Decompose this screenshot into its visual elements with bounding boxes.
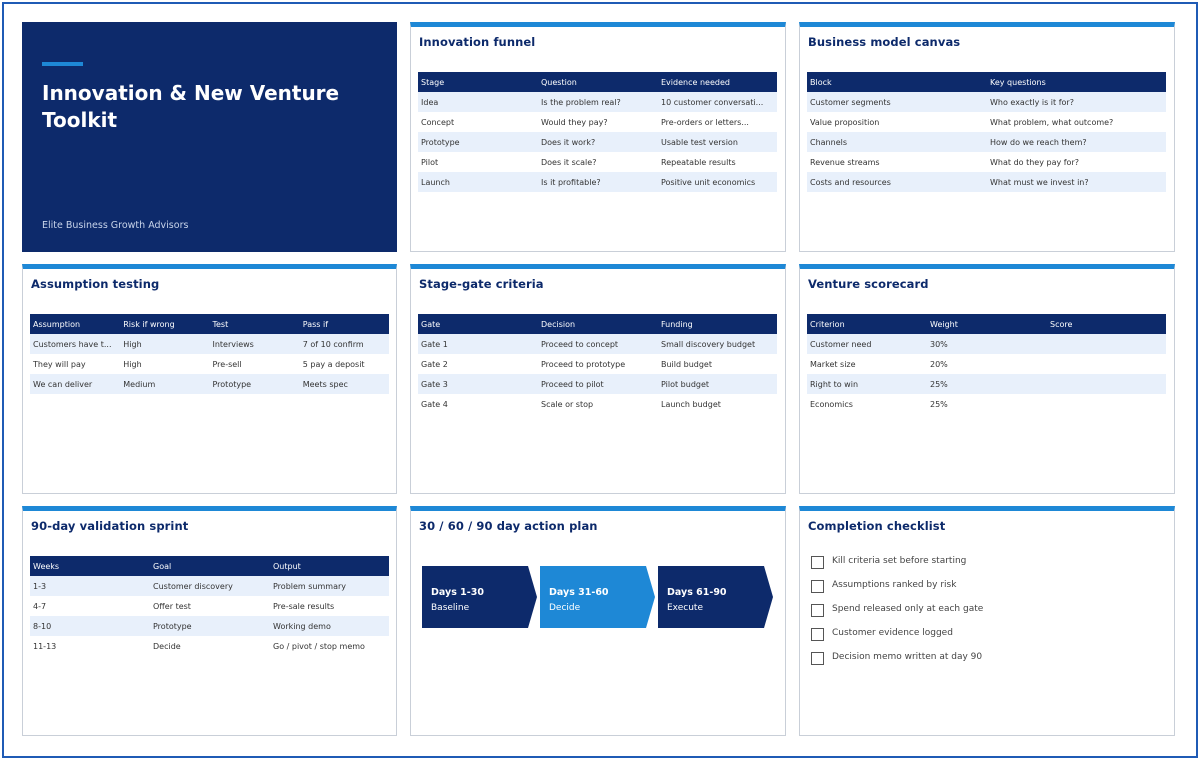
table-cell: Meets spec	[300, 374, 389, 394]
column-header: Weeks	[30, 556, 150, 576]
table-cell: Proceed to concept	[538, 334, 658, 354]
table-row	[807, 374, 1166, 394]
column-header: Risk if wrong	[120, 314, 209, 334]
table-cell: Economics	[810, 399, 853, 409]
column-header: Score	[1047, 314, 1166, 334]
table-cell: Proceed to prototype	[541, 359, 626, 369]
checklist-card	[799, 506, 1175, 736]
card-title: Venture scorecard	[808, 277, 929, 291]
scorecard-table	[807, 314, 1166, 414]
canvas-table	[807, 72, 1166, 192]
column-header: Decision	[538, 314, 658, 334]
table-cell: Pilot budget	[658, 374, 777, 394]
table-cell: Right to win	[807, 374, 927, 394]
table-cell: Problem summary	[270, 576, 389, 596]
table-cell: Scale or stop	[541, 399, 594, 409]
column-header: Pass if	[300, 314, 389, 334]
hero-title: Innovation & New Venture Toolkit	[42, 81, 340, 132]
table-cell: Customer need	[807, 334, 927, 354]
table-row	[30, 596, 389, 616]
table-cell: Customer segments	[807, 92, 987, 112]
table-cell: Pre-orders or letters...	[661, 117, 749, 127]
table-cell: 11-13	[33, 641, 57, 651]
plan-step	[540, 566, 655, 628]
toolkit-grid	[22, 22, 1175, 736]
table-row	[30, 374, 389, 394]
table-cell: Small discovery budget	[658, 334, 777, 354]
plan-step-label: Days 1-30	[431, 587, 484, 598]
assumptions-card	[22, 264, 397, 494]
table-row	[418, 334, 777, 354]
table-cell: Customer discovery	[150, 576, 270, 596]
plan-step-sub: Decide	[549, 603, 581, 613]
plan-step	[658, 566, 773, 628]
table-header-row	[30, 556, 389, 576]
table-cell: Launch budget	[661, 399, 721, 409]
table-row	[418, 374, 777, 394]
column-header: Question	[538, 72, 658, 92]
table-cell: 5 pay a deposit	[302, 359, 365, 369]
table-cell: Gate 2	[421, 359, 448, 369]
plan-step-sub: Baseline	[431, 603, 470, 613]
table-header-row	[807, 314, 1166, 334]
table-cell: Medium	[120, 374, 209, 394]
table-cell: Idea	[418, 92, 538, 112]
table-cell: Pre-sell	[212, 359, 242, 369]
table-cell: What do they pay for?	[990, 157, 1079, 167]
column-header: Criterion	[807, 314, 927, 334]
checklist-item-label: Spend released only at each gate	[832, 604, 984, 614]
table-cell: Gate 4	[421, 399, 448, 409]
table-row	[807, 334, 1166, 354]
assumptions-table	[30, 314, 389, 394]
plan-step	[422, 566, 537, 628]
table-row	[418, 92, 777, 112]
column-header: Key questions	[987, 72, 1166, 92]
card-title: 90-day validation sprint	[31, 519, 189, 533]
funnel-table	[418, 72, 777, 192]
table-row	[418, 172, 777, 192]
table-row	[418, 152, 777, 172]
column-header: Block	[807, 72, 987, 92]
table-cell: Launch	[418, 172, 538, 192]
table-cell: Go / pivot / stop memo	[273, 641, 365, 651]
table-cell	[1047, 374, 1166, 394]
table-cell: High	[120, 334, 209, 354]
checklist-item-label: Assumptions ranked by risk	[832, 580, 957, 590]
table-row	[418, 354, 777, 374]
table-cell: 10 customer conversati...	[658, 92, 777, 112]
table-row	[807, 92, 1166, 112]
table-cell: Repeatable results	[661, 157, 736, 167]
table-cell: Is it profitable?	[538, 172, 658, 192]
table-cell: Prototype	[418, 132, 538, 152]
sprint-table	[30, 556, 389, 656]
checkbox[interactable]	[811, 628, 824, 641]
table-cell: Working demo	[270, 616, 389, 636]
hero-accent-bar	[42, 62, 83, 66]
table-cell: 25%	[930, 399, 948, 409]
column-header: Assumption	[30, 314, 120, 334]
table-cell: Value proposition	[810, 117, 880, 127]
table-cell: Pre-sale results	[273, 601, 335, 611]
table-cell: Does it scale?	[541, 157, 597, 167]
table-cell: Prototype	[150, 616, 270, 636]
scorecard-card	[799, 264, 1175, 494]
table-row	[418, 394, 777, 414]
table-cell: 20%	[930, 359, 948, 369]
table-cell: Concept	[421, 117, 455, 127]
table-header-row	[30, 314, 389, 334]
table-cell: Who exactly is it for?	[987, 92, 1166, 112]
column-header: Stage	[418, 72, 538, 92]
table-cell: Interviews	[209, 334, 299, 354]
table-cell	[1047, 354, 1166, 374]
card-title: Assumption testing	[31, 277, 160, 291]
column-header: Funding	[658, 314, 777, 334]
checkbox[interactable]	[811, 604, 824, 617]
table-cell: 30%	[927, 334, 1047, 354]
table-header-row	[418, 72, 777, 92]
table-cell: We can deliver	[30, 374, 120, 394]
table-cell: Offer test	[153, 601, 191, 611]
checklist-item-label: Kill criteria set before starting	[832, 556, 967, 566]
table-cell: 4-7	[33, 601, 47, 611]
canvas-card	[799, 22, 1175, 252]
table-cell: Gate 1	[418, 334, 538, 354]
table-row	[807, 354, 1166, 374]
column-header: Test	[209, 314, 299, 334]
table-cell: Prototype	[209, 374, 299, 394]
table-cell: Costs and resources	[807, 172, 987, 192]
table-cell: Gate 3	[418, 374, 538, 394]
table-cell: Decide	[153, 641, 181, 651]
hero-card	[22, 22, 397, 252]
table-row	[807, 152, 1166, 172]
table-row	[807, 132, 1166, 152]
card-title: Innovation funnel	[419, 35, 536, 49]
table-cell: Customers have t...	[30, 334, 120, 354]
table-row	[807, 112, 1166, 132]
checklist-item-label: Decision memo written at day 90	[832, 652, 983, 662]
column-header: Weight	[927, 314, 1047, 334]
table-cell: Is the problem real?	[538, 92, 658, 112]
table-cell: Market size	[810, 359, 856, 369]
table-cell: 8-10	[30, 616, 150, 636]
table-row	[418, 112, 777, 132]
table-header-row	[418, 314, 777, 334]
sprint-card	[22, 506, 397, 736]
column-header: Goal	[150, 556, 270, 576]
checkbox[interactable]	[811, 556, 824, 569]
table-row	[30, 576, 389, 596]
table-cell: High	[123, 359, 142, 369]
funnel-card	[410, 22, 786, 252]
stagegate-table	[418, 314, 777, 414]
plan-step-label: Days 31-60	[549, 587, 609, 598]
table-cell: Positive unit economics	[658, 172, 777, 192]
table-cell	[1047, 334, 1166, 354]
table-cell: Channels	[807, 132, 987, 152]
plan-step-sub: Execute	[667, 603, 703, 613]
checkbox[interactable]	[811, 580, 824, 593]
table-row	[30, 334, 389, 354]
table-cell: Revenue streams	[810, 157, 880, 167]
table-cell: How do we reach them?	[987, 132, 1166, 152]
card-title: Stage-gate criteria	[419, 277, 544, 291]
stagegate-card	[410, 264, 786, 494]
table-cell: 7 of 10 confirm	[300, 334, 389, 354]
table-cell: Build budget	[661, 359, 712, 369]
table-cell: What must we invest in?	[987, 172, 1166, 192]
table-cell	[1047, 394, 1166, 414]
table-row	[30, 354, 389, 374]
hero-subtitle: Elite Business Growth Advisors	[42, 220, 189, 231]
plan-step-label: Days 61-90	[667, 587, 727, 598]
table-row	[418, 132, 777, 152]
table-cell: Would they pay?	[541, 117, 608, 127]
card-title: Business model canvas	[808, 35, 961, 49]
table-cell: 25%	[927, 374, 1047, 394]
card-title: Completion checklist	[808, 519, 946, 533]
plan-arrows	[422, 566, 774, 628]
table-cell: Proceed to pilot	[538, 374, 658, 394]
checklist-item-label: Customer evidence logged	[832, 628, 953, 638]
column-header: Evidence needed	[658, 72, 777, 92]
table-cell: They will pay	[33, 359, 86, 369]
checkbox[interactable]	[811, 652, 824, 665]
table-row	[30, 616, 389, 636]
column-header: Gate	[418, 314, 538, 334]
table-header-row	[807, 72, 1166, 92]
table-cell: 1-3	[30, 576, 150, 596]
card-title: 30 / 60 / 90 day action plan	[419, 519, 598, 533]
table-row	[807, 394, 1166, 414]
table-row	[30, 636, 389, 656]
table-cell: Usable test version	[658, 132, 777, 152]
table-cell: What problem, what outcome?	[990, 117, 1114, 127]
column-header: Output	[270, 556, 389, 576]
table-cell: Does it work?	[538, 132, 658, 152]
table-cell: Pilot	[421, 157, 439, 167]
table-row	[807, 172, 1166, 192]
plan-card	[410, 506, 786, 736]
